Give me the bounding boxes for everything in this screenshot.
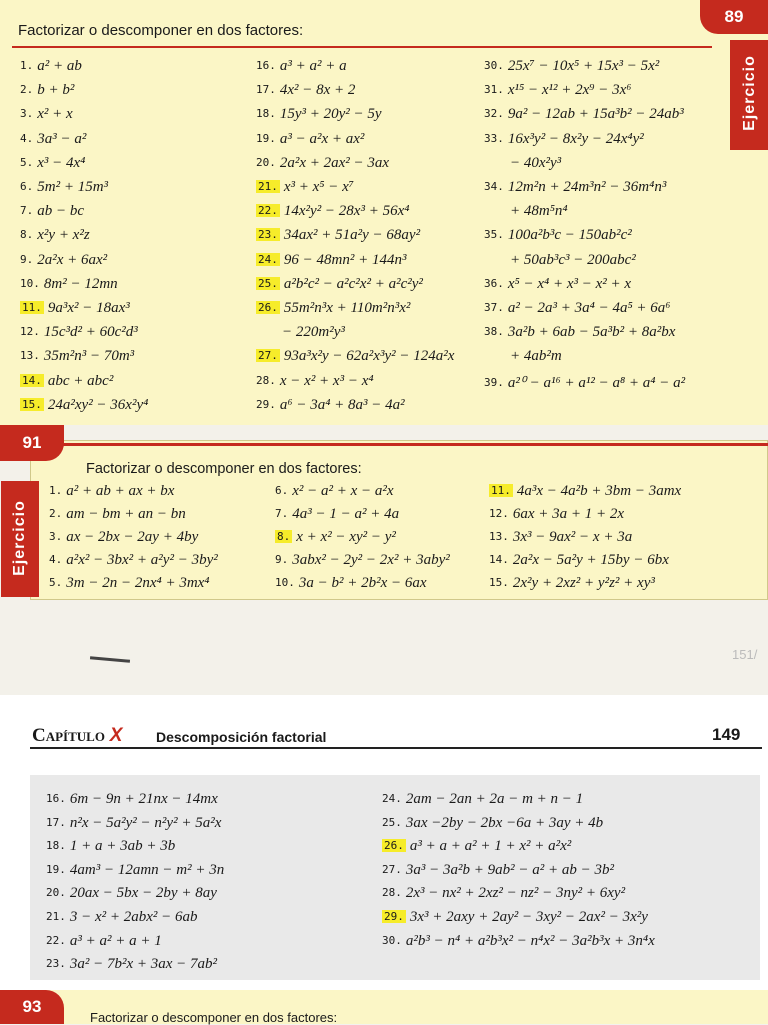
exercise-item [20, 131, 86, 148]
exercise-item [256, 58, 347, 75]
exercise-number: 2. [20, 83, 34, 97]
exercise-item [20, 227, 90, 244]
page-93 [0, 990, 768, 1024]
page-91-title: Factorizar o descomponer en dos factores: [86, 461, 362, 477]
exercise-number: 9. [275, 553, 289, 566]
exercise-expression: 9a³x² − 18ax³ [47, 300, 130, 316]
exercise-expression: x³ − 4x⁴ [37, 154, 86, 171]
exercise-number: 28. [256, 373, 276, 387]
exercise-number: 25. [382, 815, 402, 829]
exercise-expression: 96 − 48mn² + 144n³ [283, 251, 407, 268]
chapter-word: Capítulo [32, 725, 105, 746]
exercise-expression: a² + ab [37, 58, 82, 74]
exercise-expression: 3ax −2by − 2bx −6a + 3ay + 4b [405, 814, 604, 831]
exercise-expression: 2am − 2an + 2a − m + n − 1 [405, 791, 584, 807]
exercise-number: 4. [49, 553, 63, 566]
exercise-expression: − 220m²y³ [282, 324, 345, 341]
exercise-number: 35. [484, 228, 504, 242]
exercise-item [46, 909, 198, 926]
exercise-item [382, 815, 603, 832]
exercise-expression: a²x² − 3bx² + a²y² − 3by² [66, 552, 218, 568]
exercise-number: 21. [258, 180, 278, 193]
exercise-expression: x²y + x²z [37, 227, 90, 244]
exercise-expression: 34ax² + 51a²y − 68ay² [283, 227, 421, 244]
title-rule [12, 46, 712, 48]
exercise-item [46, 885, 217, 902]
exercise-number: 20. [46, 886, 66, 900]
exercise-expression: 15c³d² + 60c²d³ [43, 324, 138, 341]
exercise-item [275, 483, 394, 500]
exercise-number: 10. [20, 276, 40, 290]
exercise-item [256, 252, 406, 269]
exercise-number: 12. [489, 507, 509, 520]
exercise-number: 26. [384, 839, 404, 853]
exercise-item [20, 397, 148, 414]
page-149-exercise-box [30, 775, 760, 980]
exercise-number: 14. [489, 553, 509, 566]
exercise-number: 27. [258, 349, 278, 363]
stray-line [90, 656, 130, 662]
exercise-number: 4. [20, 131, 34, 145]
exercise-item [20, 58, 82, 75]
exercise-item [46, 862, 224, 879]
exercise-number: 33. [484, 131, 504, 145]
exercise-expression: a³ + a² + a + 1 [69, 932, 162, 949]
exercise-number: 6. [20, 180, 34, 193]
page-89-number: 89 [700, 0, 768, 34]
exercise-number: 21. [46, 910, 66, 923]
exercise-item [275, 575, 427, 592]
exercise-item [20, 373, 113, 390]
exercise-number: 3. [49, 530, 63, 543]
exercise-number: 28. [382, 886, 402, 900]
exercise-number: 6. [275, 484, 289, 497]
exercise-number: 34. [484, 180, 504, 193]
exercise-expression: 4am³ − 12amn − m² + 3n [69, 861, 225, 878]
exercise-item [484, 373, 685, 392]
exercise-item [510, 348, 562, 365]
exercise-expression: x − x² + x³ − x⁴ [279, 372, 374, 389]
exercise-expression: 8m² − 12mn [43, 275, 118, 292]
chapter-title: Descomposición factorial [156, 729, 327, 745]
exercise-item [484, 300, 671, 317]
exercise-number: 19. [256, 131, 276, 145]
exercise-item [256, 227, 420, 244]
exercise-number: 24. [258, 252, 278, 266]
exercise-number: 8. [20, 228, 34, 242]
exercise-expression: x³ + x⁵ − x⁷ [283, 179, 355, 195]
exercise-item [489, 552, 669, 569]
exercise-item [20, 155, 85, 172]
chapter-mark: X [109, 725, 123, 746]
exercise-number: 16. [46, 792, 66, 805]
exercise-item [46, 956, 217, 973]
exercise-item [484, 58, 659, 75]
exercise-number: 1. [49, 484, 63, 497]
exercise-item [46, 791, 218, 808]
exercise-number: 18. [46, 839, 66, 853]
exercise-number: 9. [20, 252, 34, 266]
exercise-number: 36. [484, 276, 504, 290]
exercise-expression: n²x − 5a²y² − n²y² + 5a²x [69, 814, 222, 831]
page-89-title: Factorizar o descomponer en dos factores: [18, 22, 304, 39]
exercise-item [49, 552, 218, 569]
exercise-item [275, 506, 399, 523]
exercise-item [489, 575, 655, 592]
exercise-number: 1. [20, 59, 34, 72]
exercise-expression: a²b²c² − a²c²x² + a²c²y² [283, 275, 423, 292]
exercise-item [256, 276, 423, 293]
exercise-item [46, 933, 162, 950]
exercise-item [484, 106, 684, 123]
exercise-number: 37. [484, 301, 504, 314]
exercise-expression: 12m²n + 24m³n² − 36m⁴n³ [507, 179, 667, 195]
exercise-item [49, 506, 186, 523]
exercise-item [484, 82, 632, 99]
exercise-side-label: Ejercicio [11, 500, 28, 576]
exercise-item [484, 276, 631, 293]
exercise-expression: x¹⁵ − x¹² + 2x⁹ − 3x⁶ [507, 82, 632, 99]
exercise-expression: x⁵ − x⁴ + x³ − x² + x [507, 275, 632, 292]
exercise-item [282, 324, 345, 341]
exercise-number: 23. [258, 228, 278, 242]
exercise-expression: b + b² [37, 82, 75, 99]
exercise-number: 38. [484, 325, 504, 339]
exercise-item [489, 483, 681, 500]
exercise-expression: ax − 2bx − 2ay + 4by [66, 529, 199, 545]
header-rule [30, 747, 762, 749]
exercise-expression: 3x³ + 2axy + 2ay² − 3xy² − 2ax² − 3x²y [409, 909, 648, 925]
exercise-number: 13. [489, 530, 509, 543]
exercise-number: 11. [491, 484, 511, 497]
exercise-expression: 1 + a + 3ab + 3b [69, 838, 176, 855]
exercise-item [256, 373, 374, 390]
exercise-number: 26. [258, 301, 278, 314]
exercise-expression: 2a²x + 2ax² − 3ax [279, 154, 390, 171]
exercise-expression: + 50ab³c³ − 200abc² [510, 251, 636, 268]
exercise-expression: 100a²b³c − 150ab²c² [507, 227, 632, 244]
exercise-expression: 20ax − 5bx − 2by + 8ay [69, 885, 217, 902]
exercise-expression: 16x³y² − 8x²y − 24x⁴y² [507, 130, 644, 147]
exercise-expression: 4a³x − 4a²b + 3bm − 3amx [516, 483, 682, 499]
exercise-number: 22. [46, 933, 66, 947]
exercise-item [256, 179, 354, 196]
exercise-item [49, 575, 210, 592]
exercise-expression: 3a² − 7b²x + 3ax − 7ab² [69, 956, 218, 973]
exercise-item [20, 82, 74, 99]
exercise-expression: 3a³ − a² [37, 130, 87, 147]
exercise-expression: 4a³ − 1 − a² + 4a [292, 506, 400, 522]
exercise-expression: 5m² + 15m³ [37, 179, 109, 195]
exercise-item [382, 791, 583, 808]
exercise-number: 20. [256, 155, 276, 169]
exercise-number: 5. [20, 155, 34, 169]
exercise-number: 3. [20, 107, 34, 121]
exercise-side-tab [1, 481, 39, 597]
exercise-expression: − 40x²y³ [510, 154, 562, 171]
exercise-number: 18. [256, 107, 276, 121]
exercise-number: 17. [256, 83, 276, 97]
exercise-item [20, 300, 130, 317]
exercise-expression: 24a²xy² − 36x²y⁴ [47, 396, 149, 413]
exercise-expression: a³ + a² + a [279, 58, 347, 74]
exercise-number: 2. [49, 507, 63, 520]
exercise-expression: 3m − 2n − 2nx⁴ + 3mx⁴ [66, 575, 210, 591]
exercise-number: 17. [46, 815, 66, 829]
exercise-item [49, 529, 198, 546]
exercise-item [382, 885, 625, 902]
exercise-number: 12. [20, 325, 40, 339]
page-93-number: 93 [0, 990, 64, 1024]
exercise-item [484, 131, 644, 148]
exercise-number: 8. [277, 530, 291, 543]
exercise-expression: 2x³ − nx² + 2xz² − nz² − 3ny² + 6xy² [405, 885, 626, 902]
exercise-item [256, 397, 405, 414]
exercise-item [382, 862, 614, 879]
exercise-expression: 2x²y + 2xz² + y²z² + xy³ [512, 575, 655, 591]
exercise-expression: 3abx² − 2y² − 2x² + 3aby² [292, 552, 450, 568]
exercise-number: 14. [22, 373, 42, 387]
exercise-number: 11. [22, 301, 42, 314]
exercise-number: 24. [382, 792, 402, 805]
exercise-expression: a³ − a²x + ax² [279, 130, 365, 147]
exercise-expression: 3a³ − 3a²b + 9ab² − a² + ab − 3b² [405, 861, 614, 878]
exercise-item [256, 348, 454, 365]
exercise-item [46, 838, 175, 855]
page-89 [0, 0, 768, 425]
exercise-expression: 9a² − 12ab + 15a³b² − 24ab³ [507, 106, 684, 123]
page-91-top-rule [30, 443, 768, 446]
exercise-expression: am − bm + an − bn [66, 506, 186, 522]
viewer-page-indicator: 151/ [732, 647, 758, 662]
exercise-expression: a²b³ − n⁴ + a²b³x² − n⁴x² − 3a²b³x + 3n⁴x [405, 932, 655, 949]
exercise-number: 29. [384, 910, 404, 923]
exercise-item [382, 909, 648, 926]
exercise-number: 25. [258, 276, 278, 290]
exercise-item [484, 227, 632, 244]
page-93-title: Factorizar o descomponer en dos factores: [90, 1010, 338, 1025]
exercise-number: 23. [46, 957, 66, 971]
exercise-expression: 3a − b² + 2b²x − 6ax [298, 575, 427, 591]
exercise-number: 39. [484, 375, 504, 389]
exercise-number: 30. [382, 933, 402, 947]
exercise-number: 13. [20, 349, 40, 363]
exercise-item [20, 179, 108, 196]
exercise-item [382, 933, 655, 950]
exercise-expression: 4x² − 8x + 2 [279, 82, 356, 99]
exercise-expression: 6m − 9n + 21nx − 14mx [69, 791, 218, 807]
exercise-number: 22. [258, 204, 278, 218]
exercise-number: 5. [49, 576, 63, 589]
exercise-expression: 3x³ − 9ax² − x + 3a [512, 529, 633, 545]
exercise-expression: 3a²b + 6ab − 5a³b² + 8a²bx [507, 324, 676, 341]
exercise-expression: x + x² − xy² − y² [296, 529, 396, 545]
exercise-expression: abc + abc² [47, 372, 114, 389]
chapter-label [32, 725, 122, 747]
exercise-number: 32. [484, 107, 504, 121]
exercise-item [484, 179, 666, 196]
exercise-expression: 15y³ + 20y² − 5y [279, 106, 382, 123]
exercise-expression: 6ax + 3a + 1 + 2x [512, 506, 625, 522]
exercise-expression: x² − a² + x − a²x [292, 483, 394, 499]
page-91-number: 91 [0, 425, 64, 461]
exercise-item [275, 529, 396, 546]
exercise-item [256, 106, 382, 123]
exercise-item [20, 203, 84, 220]
exercise-item [275, 552, 450, 569]
exercise-number: 27. [382, 862, 402, 876]
exercise-expression: + 48m⁵n⁴ [510, 203, 568, 220]
exercise-number: 30. [484, 59, 504, 72]
exercise-item [256, 155, 389, 172]
exercise-item [489, 529, 632, 546]
exercise-side-label: Ejercicio [741, 55, 758, 131]
exercise-number: 19. [46, 862, 66, 876]
exercise-expression: a²⁰ − a¹⁶ + a¹² − a⁸ + a⁴ − a² [507, 374, 686, 391]
exercise-expression: a⁶ − 3a⁴ + 8a³ − 4a² [279, 396, 405, 413]
exercise-item [256, 82, 355, 99]
exercise-item [489, 506, 624, 523]
exercise-item [20, 106, 73, 123]
exercise-item [510, 252, 636, 269]
exercise-item [20, 324, 138, 341]
exercise-side-tab [730, 40, 768, 150]
exercise-item [484, 324, 675, 341]
exercise-number: 29. [256, 397, 276, 411]
exercise-expression: a² − 2a³ + 3a⁴ − 4a⁵ + 6a⁶ [507, 300, 671, 316]
exercise-expression: ab − bc [37, 203, 85, 220]
exercise-expression: 14x²y² − 28x³ + 56x⁴ [283, 203, 410, 220]
exercise-expression: a² + ab + ax + bx [66, 483, 175, 499]
exercise-number: 7. [20, 204, 34, 218]
exercise-expression: 2a²x + 6ax² [37, 251, 108, 268]
exercise-number: 15. [22, 397, 42, 411]
exercise-item [46, 815, 221, 832]
exercise-expression: a³ + a + a² + 1 + x² + a²x² [409, 838, 572, 855]
exercise-item [382, 838, 571, 855]
exercise-expression: 25x⁷ − 10x⁵ + 15x³ − 5x² [507, 58, 660, 74]
exercise-number: 31. [484, 83, 504, 97]
exercise-expression: x² + x [37, 106, 73, 123]
exercise-item [510, 203, 568, 220]
exercise-number: 10. [275, 576, 295, 589]
exercise-expression: 35m²n³ − 70m³ [43, 348, 135, 365]
exercise-number: 7. [275, 507, 289, 520]
exercise-number: 16. [256, 59, 276, 72]
exercise-expression: + 4ab²m [510, 348, 562, 365]
exercise-number: 15. [489, 576, 509, 589]
exercise-item [20, 252, 107, 269]
exercise-expression: 55m²n³x + 110m²n³x² [283, 300, 411, 316]
exercise-item [256, 131, 364, 148]
exercise-item [20, 276, 118, 293]
exercise-item [49, 483, 174, 500]
exercise-expression: 93a³x²y − 62a²x³y² − 124a²x [283, 348, 455, 365]
exercise-item [256, 300, 410, 317]
exercise-expression: 3 − x² + 2abx² − 6ab [69, 909, 198, 925]
page-149-number: 149 [712, 725, 741, 744]
exercise-expression: 2a²x − 5a²y + 15by − 6bx [512, 552, 669, 568]
exercise-item [20, 348, 134, 365]
exercise-item [256, 203, 409, 220]
exercise-item [510, 155, 561, 172]
